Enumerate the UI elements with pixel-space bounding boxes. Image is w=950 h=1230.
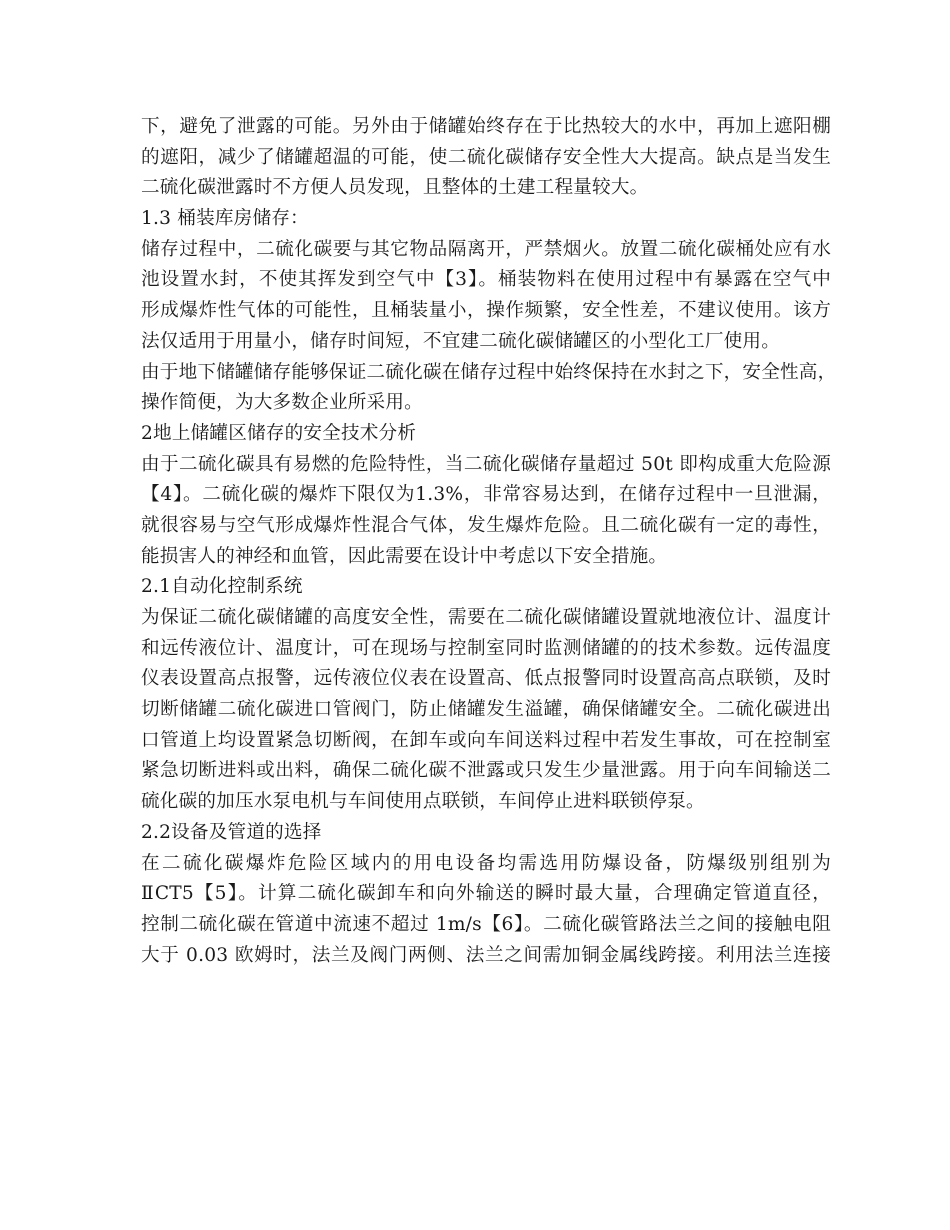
text-line: 就很容易与空气形成爆炸性混合气体，发生爆炸危险。且二硫化碳有一定的毒性，	[141, 514, 831, 536]
text-line: 法仅适用于用量小，储存时间短，不宜建二硫化碳储罐区的小型化工厂使用。	[141, 330, 780, 352]
text-line: 二硫化碳泄露时不方便人员发现，且整体的土建工程量较大。	[141, 177, 649, 199]
text-line: ⅡCT5【5】。计算二硫化碳卸车和向外输送的瞬时最大量，合理确定管道直径，	[141, 883, 831, 905]
text-line: 2.2设备及管道的选择	[141, 821, 322, 843]
text-line: 仪表设置高点报警，远传液位仪表在设置高、低点报警同时设置高高点联锁，及时	[141, 668, 831, 690]
text-line: 的遮阳，减少了储罐超温的可能，使二硫化碳储存安全性大大提高。缺点是当发生	[141, 146, 831, 168]
text-line: 为保证二硫化碳储罐的高度安全性，需要在二硫化碳储罐设置就地液位计、温度计	[141, 607, 831, 628]
text-line: 下，避免了泄露的可能。另外由于储罐始终存在于比热较大的水中，再加上遮阳棚	[141, 116, 831, 137]
text-line: 能损害人的神经和血管，因此需要在设计中考虑以下安全措施。	[141, 545, 668, 567]
text-line: 操作简便，为大多数企业所采用。	[141, 392, 423, 414]
text-line: 由于地下储罐储存能够保证二硫化碳在储存过程中始终保持在水封之下，安全性高，	[141, 361, 837, 383]
text-line: 1.3 桶装库房储存：	[141, 208, 309, 230]
text-line: 口管道上均设置紧急切断阀，在卸车或向车间送料过程中若发生事故，可在控制室	[141, 729, 831, 751]
text-line: 大于 0.03 欧姆时，法兰及阀门两侧、法兰之间需加铜金属线跨接。利用法兰连接	[141, 944, 831, 966]
text-line: 储存过程中，二硫化碳要与其它物品隔离开，严禁烟火。放置二硫化碳桶处应有水	[141, 238, 831, 260]
text-line: 切断储罐二硫化碳进口管阀门，防止储罐发生溢罐，确保储罐安全。二硫化碳进出	[141, 699, 831, 721]
text-line: 由于二硫化碳具有易燃的危险特性，当二硫化碳储存量超过 50t 即构成重大危险源	[141, 453, 831, 475]
text-line: 【4】。二硫化碳的爆炸下限仅为1.3%，非常容易达到，在储存过程中一旦泄漏，	[141, 484, 831, 506]
text-line: 2地上储罐区储存的安全技术分析	[141, 422, 417, 444]
text-line: 紧急切断进料或出料，确保二硫化碳不泄露或只发生少量泄露。用于向车间输送二	[141, 760, 831, 782]
text-line: 池设置水封，不使其挥发到空气中【3】。桶装物料在使用过程中有暴露在空气中	[141, 269, 831, 291]
text-line: 形成爆炸性气体的可能性，且桶装量小，操作频繁，安全性差，不建议使用。该方	[141, 300, 831, 322]
text-line: 2.1自动化控制系统	[141, 576, 303, 598]
text-line: 硫化碳的加压水泵电机与车间使用点联锁，车间停止进料联锁停泵。	[141, 791, 705, 813]
document-page	[141, 112, 837, 971]
text-line: 在二硫化碳爆炸危险区域内的用电设备均需选用防爆设备，防爆级别组别为	[141, 852, 831, 874]
text-line: 控制二硫化碳在管道中流速不超过 1m/s【6】。二硫化碳管路法兰之间的接触电阻	[141, 913, 831, 935]
text-line: 和远传液位计、温度计，可在现场与控制室同时监测储罐的的技术参数。远传温度	[141, 637, 831, 659]
